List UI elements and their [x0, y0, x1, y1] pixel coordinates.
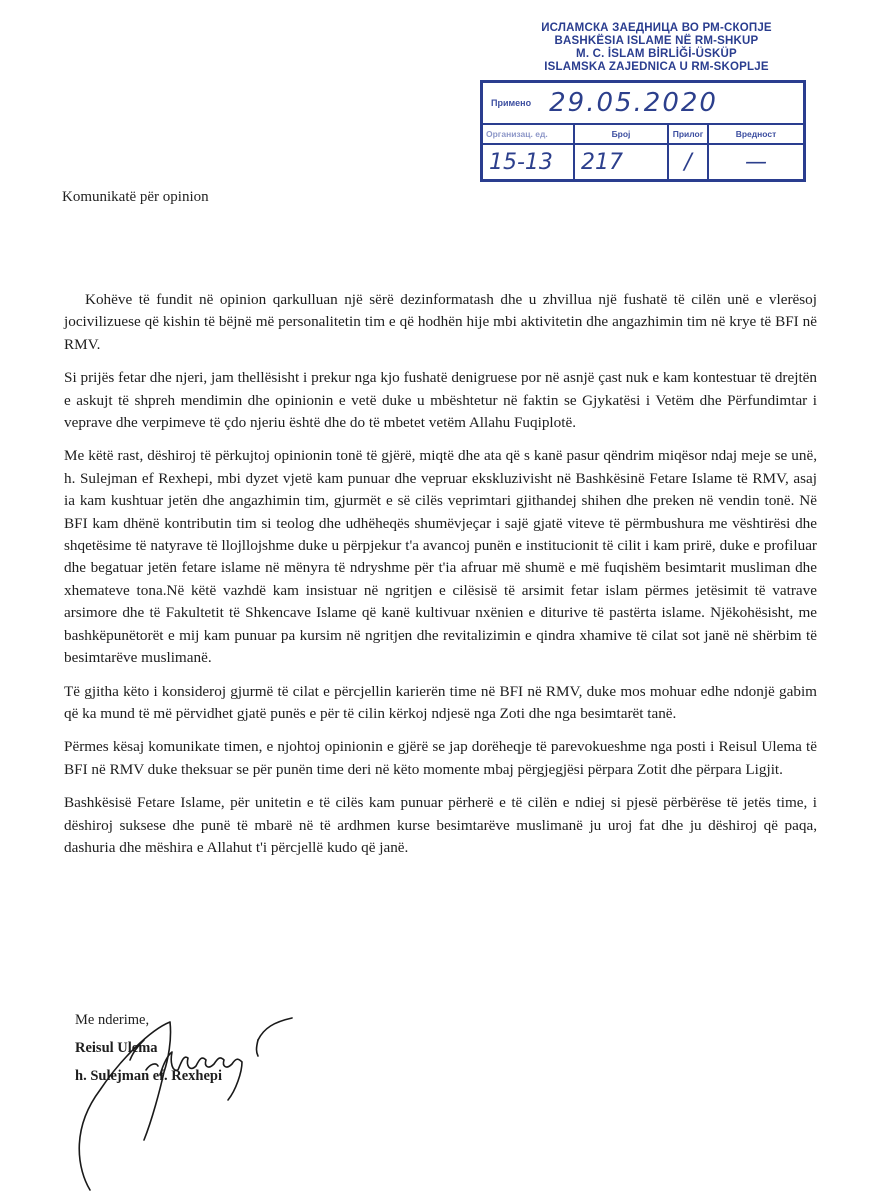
closing-block [75, 1010, 222, 1094]
stamp-col-header: Организац. ед. [483, 125, 575, 145]
stamp-header [488, 22, 825, 74]
signer-name: h. Sulejman ef. Rexhepi [75, 1068, 223, 1084]
stamp-header-line: M. C. İSLAM BİRLİĞİ-ÜSKÜP [576, 48, 737, 60]
body-paragraph: Bashkësisë Fetare Islame, për unitetin e të cilës kam punuar përherë e të cilën e ndiej si pjesë përbërëse të jetës time, i dëshiroj suksese dhe punë të mbarë në të ardhmen kurse besimtarëve muslimanë ju uroj fat dhe ju dëshiroj që paqa, dashuria dhe mëshira e Allahut t'i përcjellë kudo që janë. [64, 794, 817, 856]
received-label: Примено [491, 98, 532, 108]
stamp-received-row [483, 83, 803, 125]
received-date: 29.05.2020 [549, 88, 718, 118]
stamp-col-value: 15-13 [483, 145, 575, 179]
stamp-header-line: ISLAMSKA ZAJEDNICA U RM-SKOPLJE [544, 61, 769, 73]
stamp-grid [483, 125, 803, 179]
document-title: Komunikatë për opinion [62, 189, 209, 205]
registration-stamp [486, 22, 825, 182]
body-paragraph: Të gjitha këto i konsideroj gjurmë të cilat e përcjellin karierën time në BFI në RMV, duke mos mohuar edhe ndonjë gabim që ka mund të më përvidhet gjatë punës e për të cilin kërkoj ndjesë nga Zoti dhe nga besimtarët tanë. [64, 682, 817, 722]
stamp-col-value: — [745, 149, 767, 175]
stamp-col-header: Број [575, 125, 669, 145]
stamp-col-value: / [669, 145, 709, 179]
stamp-header-line: ИСЛАМСКА ЗАЕДНИЦА ВО РМ-СКОПЈЕ [541, 22, 772, 34]
body-paragraph: Me këtë rast, dëshiroj të përkujtoj opinionin tonë të gjërë, miqtë dhe ata që s kanë pasur qëndrim miqësor ndaj meje se unë, h. Sulejman ef Rexhepi, mbi dyzet vjetë kam punuar dhe vepruar ekskluzivisht në Bashkësinë Fetare Islame të RMV, asaj ia kam kushtuar jetën dhe angazhimin tim, gjurmët e së cilës veprimtari gjithandej shihen dhe preken në vendin tonë. Në BFI kam dhënë kontributin tim si teolog dhe udhëheqës shumëvjeçar i sajë gjatë viteve të përmbushura me vështirësi dhe shqetësime të natyrave të llojllojshme duke u përpjekur t'a avancoj punën e institucionit të cilit i kam prirë, duke e profiluar dhe begatuar jetën fetare islame në mënyra të ndryshme për t'ia afruar më shumë e më fuqishëm besimtarit musliman dhe xhemateve tona.Në këtë vazhdë kam insistuar në ngritjen e cilësisë të arsimit fetar islam përmes jetësimit të vatrave arsimore dhe të Fakultetit të Shkencave Islame që kanë kultivuar nxënien e diturive të pastërta islame. Njëkohësisht, me bashkëpunëtorët e mij kam punuar pa kursim në ngritjen dhe revitalizimin e qindra xhamive të cilat sot janë në shërbim të besimtarëve muslimanë. [64, 447, 817, 667]
body-paragraph: Kohëve të fundit në opinion qarkulluan një sërë dezinformatash dhe u zhvillua një fushatë të cilën unë e vlerësoj jocivilizuese që kishin të bëjnë më personalitetin tim e që hodhën hije mbi aktivitetin dhe angazhimin tim në krye të BFI në RMV. [64, 291, 817, 353]
closing-salutation: Me nderime, [75, 1012, 150, 1028]
signature-stroke [258, 1018, 292, 1040]
signature-stroke [257, 1040, 259, 1056]
stamp-col-header: Вредност [709, 125, 803, 145]
stamp-col-value: 217 [575, 145, 669, 179]
document-body [64, 289, 817, 870]
stamp-box [480, 80, 806, 182]
stamp-header-line: BASHKËSIA ISLAME NË RM-SHKUP [554, 35, 759, 47]
body-paragraph: Përmes kësaj komunikate timen, e njohtoj opinionin e gjërë se jap dorëheqje të parevokueshme nga posti i Reisul Ulema të BFI në RMV duke theksuar se për punën time deri në këto momente mbaj përgjegjësi përpara Zotit dhe përpara Ligjit. [64, 738, 817, 778]
signer-position: Reisul Ulema [75, 1040, 158, 1056]
body-paragraph: Si prijës fetar dhe njeri, jam thellësisht i prekur nga kjo fushatë denigruese por në asnjë çast nuk e kam kontestuar të drejtën e askujt të shpreh mendimin dhe opinionin e vetë duke u mbështetur në faktin se Gjykatësi i Vetëm dhe Përfundimtar i veprave dhe verpimeve të çdo njeriu është dhe do të mbetet vetëm Allahu Fuqiplotë. [64, 369, 817, 432]
stamp-col-header: Прилог [669, 125, 709, 145]
